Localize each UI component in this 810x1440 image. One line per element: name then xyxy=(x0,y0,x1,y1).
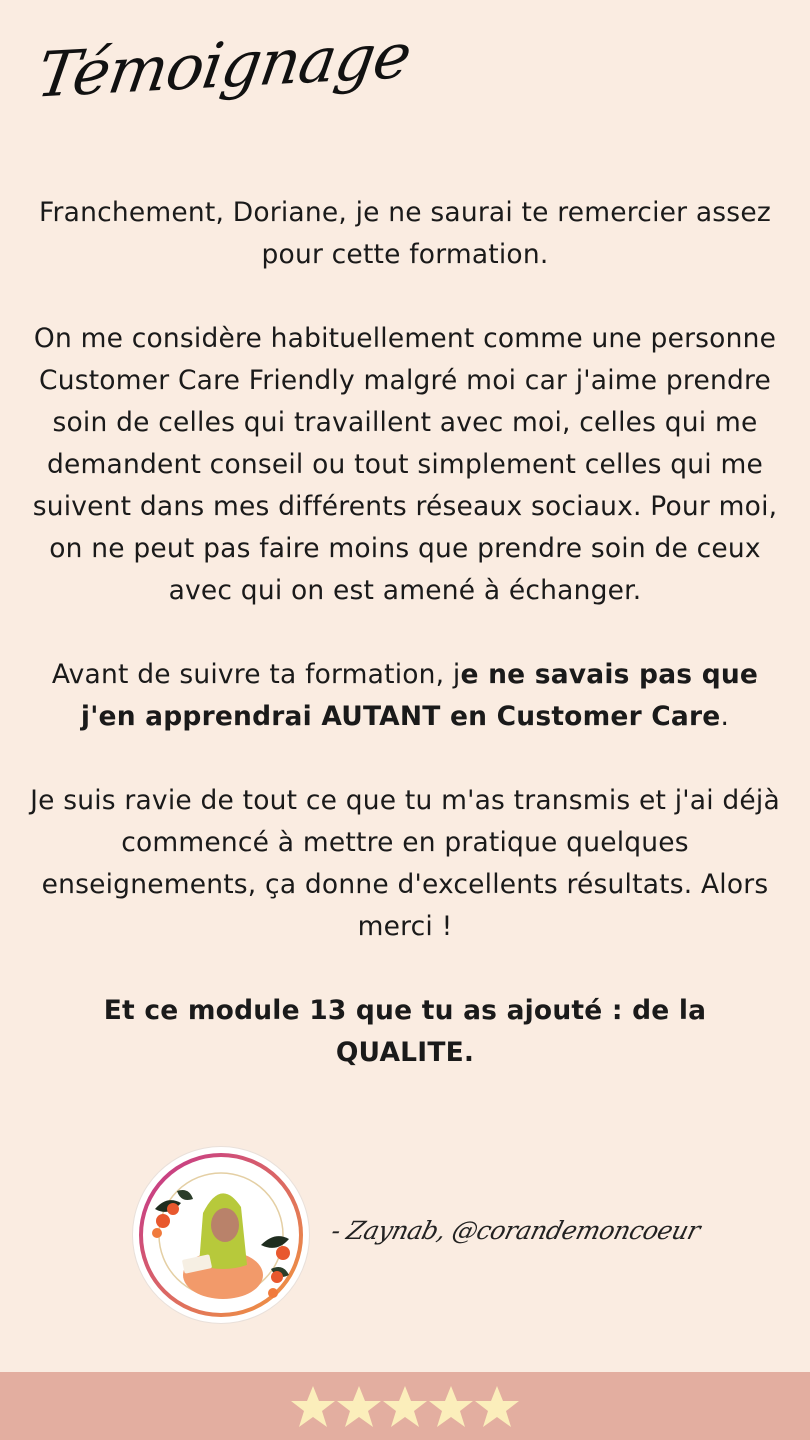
paragraph-results: Je suis ravie de tout ce que tu m'as transmis et j'ai déjà commencé à mettre en pratique quelques enseignements, ça donne d'excellents résultats. Alors merci ! xyxy=(30,785,780,942)
paragraph-customer-care: On me considère habituellement comme une personne Customer Care Friendly malgré moi car j'aime prendre soin de celles qui travaillent avec moi, celles qui me demandent conseil ou tout simplement celles qui me suivent dans mes différents réseaux sociaux. Pour moi, on ne peut pas faire moins que prendre soin de ceux avec qui on est amené à échanger. xyxy=(32,323,778,606)
page-title: Témoignage xyxy=(32,18,416,112)
paragraph-before-training-highlight: e ne savais pas que j'en apprendrai AUTANT en Customer Care xyxy=(80,659,759,732)
paragraph-before-training-start: Avant de suivre ta formation, j xyxy=(51,659,461,690)
star-icon xyxy=(336,1384,382,1430)
star-icon xyxy=(290,1384,336,1430)
paragraph-before-training-end: . xyxy=(720,701,730,732)
star-rating xyxy=(290,1384,520,1430)
testimonial-body xyxy=(30,192,780,1116)
star-icon xyxy=(474,1384,520,1430)
paragraph-module-13: Et ce module 13 que tu as ajouté : de la QUALITE. xyxy=(103,995,707,1068)
woman-reading-avatar-icon xyxy=(133,1147,309,1323)
star-icon xyxy=(428,1384,474,1430)
signature: - Zaynab, @corandemoncoeur xyxy=(328,1216,703,1245)
star-icon xyxy=(382,1384,428,1430)
paragraph-thanks: Franchement, Doriane, je ne saurai te remercier assez pour cette formation. xyxy=(39,197,771,270)
paragraph-before-training xyxy=(30,654,780,738)
